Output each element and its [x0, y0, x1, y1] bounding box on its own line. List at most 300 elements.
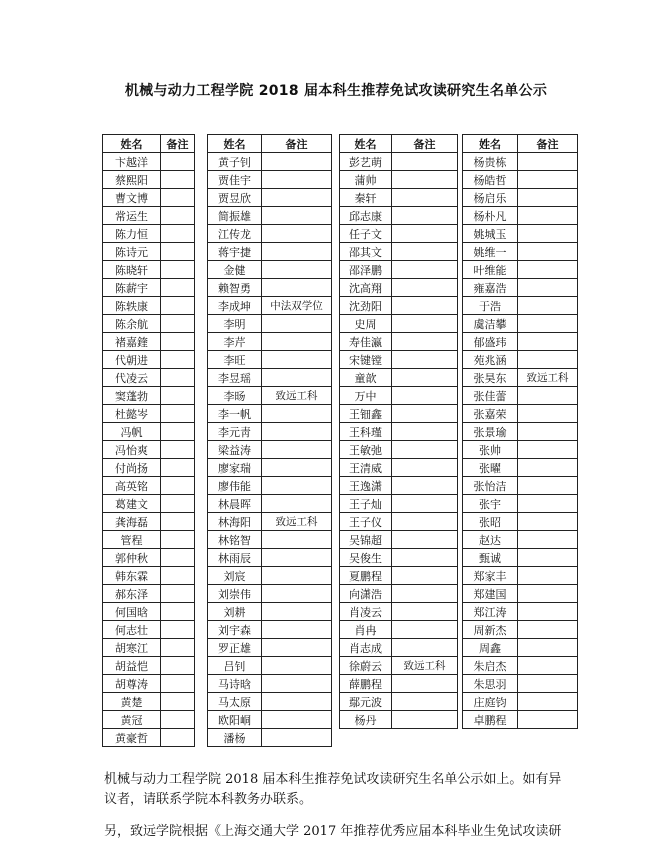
table-row — [103, 621, 195, 639]
remark-cell — [262, 531, 332, 549]
remark-cell: 致远工科 — [392, 657, 458, 675]
table-row — [463, 261, 578, 279]
student-name-cell: 黄楚 — [103, 693, 161, 711]
remark-cell — [392, 261, 458, 279]
remark-cell — [161, 693, 195, 711]
table-row — [340, 513, 458, 531]
remark-cell — [161, 423, 195, 441]
remark-cell — [392, 405, 458, 423]
table-row — [340, 567, 458, 585]
remark-cell — [262, 189, 332, 207]
student-name-cell: 胡益恺 — [103, 657, 161, 675]
remark-cell — [161, 297, 195, 315]
student-name-cell: 郭仲秋 — [103, 549, 161, 567]
student-name-cell: 蒲帅 — [340, 171, 392, 189]
table-row — [340, 459, 458, 477]
student-name-cell: 寿佳瀛 — [340, 333, 392, 351]
page-title: 机械与动力工程学院 2018 届本科生推荐免试攻读研究生名单公示 — [124, 83, 548, 99]
student-name-cell: 万中 — [340, 387, 392, 405]
student-name-cell: 肖志成 — [340, 639, 392, 657]
student-name-cell: 李昱瑶 — [208, 369, 262, 387]
student-name-cell: 刘耕 — [208, 603, 262, 621]
remark-cell — [518, 243, 578, 261]
table-row — [340, 279, 458, 297]
table-row — [208, 531, 332, 549]
student-name-cell: 林铭智 — [208, 531, 262, 549]
table-row — [208, 495, 332, 513]
table-row — [208, 423, 332, 441]
table-row — [463, 225, 578, 243]
remark-cell — [161, 351, 195, 369]
remark-cell — [161, 369, 195, 387]
student-name-cell: 金健 — [208, 261, 262, 279]
remark-cell — [392, 351, 458, 369]
student-name-cell: 吴锦超 — [340, 531, 392, 549]
table-row — [340, 333, 458, 351]
student-name-cell: 庄庭钧 — [463, 693, 518, 711]
remark-cell — [262, 693, 332, 711]
table-row — [340, 657, 458, 675]
table-row — [340, 225, 458, 243]
remark-cell — [518, 459, 578, 477]
student-name-cell: 何志壮 — [103, 621, 161, 639]
table-row — [340, 477, 458, 495]
name-table-2 — [207, 134, 332, 747]
remark-cell — [262, 657, 332, 675]
remark-cell: 致远工科 — [518, 369, 578, 387]
remark-cell — [518, 495, 578, 513]
student-name-cell: 黄豪哲 — [103, 729, 161, 747]
table-row — [103, 657, 195, 675]
student-name-cell: 杨朴凡 — [463, 207, 518, 225]
table-row — [463, 585, 578, 603]
remark-cell — [392, 441, 458, 459]
table-row — [463, 621, 578, 639]
table-row — [340, 675, 458, 693]
student-name-cell: 胡尊涛 — [103, 675, 161, 693]
table-row — [103, 639, 195, 657]
remark-cell — [518, 531, 578, 549]
table-row — [340, 171, 458, 189]
student-name-cell: 蒋宇捷 — [208, 243, 262, 261]
table-row — [463, 369, 578, 387]
table-row — [208, 549, 332, 567]
remark-cell — [161, 549, 195, 567]
student-name-cell: 郝东泽 — [103, 585, 161, 603]
remark-cell — [392, 171, 458, 189]
student-name-cell: 夏鹏程 — [340, 567, 392, 585]
table-header-row — [340, 135, 458, 153]
remark-cell — [518, 387, 578, 405]
student-name-cell: 邱志康 — [340, 207, 392, 225]
table-row — [463, 171, 578, 189]
table-row — [208, 153, 332, 171]
student-name-cell: 葛建文 — [103, 495, 161, 513]
remark-cell — [262, 675, 332, 693]
remark-cell — [262, 423, 332, 441]
table-row — [463, 153, 578, 171]
student-name-cell: 周鑫 — [463, 639, 518, 657]
table-row — [208, 243, 332, 261]
remark-cell — [518, 693, 578, 711]
remark-cell — [161, 657, 195, 675]
remark-cell — [262, 711, 332, 729]
remark-cell — [161, 279, 195, 297]
student-name-cell: 李芹 — [208, 333, 262, 351]
table-row — [463, 549, 578, 567]
remark-cell — [518, 549, 578, 567]
table-row — [463, 243, 578, 261]
student-name-cell: 吴俊生 — [340, 549, 392, 567]
table-row — [208, 657, 332, 675]
student-name-cell: 杨贵栋 — [463, 153, 518, 171]
table-row — [463, 459, 578, 477]
remark-cell — [518, 171, 578, 189]
remark-cell — [262, 459, 332, 477]
remark-cell — [392, 387, 458, 405]
table-header-row — [103, 135, 195, 153]
student-name-cell: 褚嘉鍷 — [103, 333, 161, 351]
table-row — [463, 495, 578, 513]
remark-cell — [518, 423, 578, 441]
student-name-cell: 马太原 — [208, 693, 262, 711]
remark-cell — [392, 369, 458, 387]
remark-cell — [518, 603, 578, 621]
remark-cell — [161, 333, 195, 351]
remark-cell — [392, 315, 458, 333]
remark-cell — [161, 171, 195, 189]
name-column-header: 姓名 — [103, 135, 161, 153]
student-name-cell: 向潇浩 — [340, 585, 392, 603]
table-row — [103, 297, 195, 315]
table-row — [463, 657, 578, 675]
table-row — [103, 225, 195, 243]
table-row — [340, 639, 458, 657]
student-name-cell: 杨启乐 — [463, 189, 518, 207]
remark-cell — [392, 711, 458, 729]
table-row — [340, 621, 458, 639]
remark-cell — [161, 531, 195, 549]
table-row — [208, 441, 332, 459]
student-name-cell: 邵泽鹏 — [340, 261, 392, 279]
student-name-cell: 冯怡爽 — [103, 441, 161, 459]
table-row — [103, 459, 195, 477]
remark-cell — [161, 243, 195, 261]
student-name-cell: 郁盛玮 — [463, 333, 518, 351]
table-row — [463, 351, 578, 369]
student-name-cell: 姚城玉 — [463, 225, 518, 243]
remark-cell: 致远工科 — [262, 513, 332, 531]
student-name-cell: 张曜 — [463, 459, 518, 477]
student-name-cell: 沈劲阳 — [340, 297, 392, 315]
name-table-4 — [462, 134, 578, 729]
student-name-cell: 李旸 — [208, 387, 262, 405]
student-name-cell: 虞洁攀 — [463, 315, 518, 333]
remark-cell — [161, 261, 195, 279]
student-name-cell: 肖冉 — [340, 621, 392, 639]
student-name-cell: 李成坤 — [208, 297, 262, 315]
remark-column-header: 备注 — [161, 135, 195, 153]
student-name-cell: 曹文博 — [103, 189, 161, 207]
table-row — [340, 693, 458, 711]
student-name-cell: 蔡熙阳 — [103, 171, 161, 189]
remark-cell — [161, 459, 195, 477]
table-row — [103, 189, 195, 207]
student-name-cell: 赵达 — [463, 531, 518, 549]
table-row — [208, 387, 332, 405]
student-name-cell: 朱启杰 — [463, 657, 518, 675]
student-name-cell: 卓鹏程 — [463, 711, 518, 729]
table-row — [340, 711, 458, 729]
student-name-cell: 沈高翔 — [340, 279, 392, 297]
student-name-cell: 杨丹 — [340, 711, 392, 729]
table-row — [340, 351, 458, 369]
student-name-cell: 代朝进 — [103, 351, 161, 369]
remark-cell — [518, 513, 578, 531]
student-name-cell: 简振雄 — [208, 207, 262, 225]
student-name-cell: 罗正雄 — [208, 639, 262, 657]
student-name-cell: 陈晓轩 — [103, 261, 161, 279]
student-name-cell: 刘宇森 — [208, 621, 262, 639]
notice-paragraph-line-2: 议者，请联系学院本科教务办联系。 — [104, 792, 313, 807]
remark-column-header: 备注 — [262, 135, 332, 153]
table-row — [463, 189, 578, 207]
remark-column-header: 备注 — [518, 135, 578, 153]
table-row — [463, 405, 578, 423]
name-column-header: 姓名 — [208, 135, 262, 153]
remark-cell — [518, 567, 578, 585]
table-row — [340, 189, 458, 207]
remark-cell — [161, 675, 195, 693]
student-name-cell: 韩东霖 — [103, 567, 161, 585]
student-name-cell: 黄子钊 — [208, 153, 262, 171]
remark-cell — [262, 495, 332, 513]
table-row — [103, 405, 195, 423]
remark-cell — [518, 351, 578, 369]
table-row — [340, 405, 458, 423]
remark-cell — [262, 333, 332, 351]
table-row — [103, 477, 195, 495]
remark-column-header: 备注 — [392, 135, 458, 153]
table-row — [463, 693, 578, 711]
table-row — [208, 297, 332, 315]
student-name-cell: 王子仪 — [340, 513, 392, 531]
table-row — [103, 369, 195, 387]
table-row — [103, 387, 195, 405]
student-name-cell: 宋键镗 — [340, 351, 392, 369]
student-name-cell: 高英铭 — [103, 477, 161, 495]
table-row — [103, 675, 195, 693]
remark-cell — [518, 261, 578, 279]
remark-cell — [518, 585, 578, 603]
student-name-cell: 徐蔚云 — [340, 657, 392, 675]
remark-cell — [518, 639, 578, 657]
table-row — [208, 315, 332, 333]
remark-cell — [262, 153, 332, 171]
table-row — [103, 513, 195, 531]
student-name-cell: 王科瑾 — [340, 423, 392, 441]
student-name-cell: 陈力恒 — [103, 225, 161, 243]
remark-cell — [161, 441, 195, 459]
student-name-cell: 朱思羽 — [463, 675, 518, 693]
remark-cell — [262, 549, 332, 567]
remark-cell — [518, 477, 578, 495]
remark-cell — [518, 657, 578, 675]
table-row — [103, 585, 195, 603]
table-row — [103, 441, 195, 459]
table-row — [208, 369, 332, 387]
name-column-header: 姓名 — [463, 135, 518, 153]
table-row — [340, 387, 458, 405]
student-name-cell: 李旺 — [208, 351, 262, 369]
remark-cell — [262, 441, 332, 459]
student-name-cell: 秦轩 — [340, 189, 392, 207]
student-name-cell: 陈薪宇 — [103, 279, 161, 297]
student-name-cell: 潘杨 — [208, 729, 262, 747]
remark-cell — [518, 297, 578, 315]
student-name-cell: 王钿鑫 — [340, 405, 392, 423]
table-row — [340, 585, 458, 603]
student-name-cell: 邵其文 — [340, 243, 392, 261]
remark-cell — [518, 207, 578, 225]
table-row — [103, 729, 195, 747]
remark-cell — [518, 315, 578, 333]
table-row — [208, 693, 332, 711]
remark-cell — [262, 477, 332, 495]
table-row — [208, 333, 332, 351]
remark-cell — [392, 567, 458, 585]
student-name-cell: 卞越洋 — [103, 153, 161, 171]
remark-cell — [262, 243, 332, 261]
table-row — [103, 711, 195, 729]
student-name-cell: 周新杰 — [463, 621, 518, 639]
table-row — [463, 279, 578, 297]
remark-cell — [262, 261, 332, 279]
remark-cell — [262, 351, 332, 369]
table-row — [463, 567, 578, 585]
table-row — [340, 369, 458, 387]
table-row — [103, 567, 195, 585]
student-name-cell: 张怡洁 — [463, 477, 518, 495]
student-name-cell: 冯帆 — [103, 423, 161, 441]
remark-cell — [262, 729, 332, 747]
table-row — [208, 261, 332, 279]
remark-cell — [161, 387, 195, 405]
student-name-cell: 贾昱欣 — [208, 189, 262, 207]
student-name-cell: 张景瑜 — [463, 423, 518, 441]
table-row — [208, 711, 332, 729]
remark-cell — [392, 297, 458, 315]
table-row — [208, 513, 332, 531]
student-name-cell: 张昊东 — [463, 369, 518, 387]
remark-cell — [161, 729, 195, 747]
student-name-cell: 林海阳 — [208, 513, 262, 531]
remark-cell — [392, 333, 458, 351]
student-name-cell: 江传龙 — [208, 225, 262, 243]
student-name-cell: 龚海磊 — [103, 513, 161, 531]
student-name-cell: 廖伟能 — [208, 477, 262, 495]
student-name-cell: 于浩 — [463, 297, 518, 315]
remark-cell — [161, 567, 195, 585]
student-name-cell: 甄诚 — [463, 549, 518, 567]
student-name-cell: 薛鹏程 — [340, 675, 392, 693]
student-name-cell: 陈余航 — [103, 315, 161, 333]
student-name-cell: 廖家瑞 — [208, 459, 262, 477]
table-header-row — [208, 135, 332, 153]
table-row — [103, 549, 195, 567]
table-row — [103, 351, 195, 369]
remark-cell — [161, 477, 195, 495]
table-row — [340, 549, 458, 567]
remark-cell — [161, 153, 195, 171]
student-name-cell: 何国晗 — [103, 603, 161, 621]
remark-cell — [392, 603, 458, 621]
remark-cell — [161, 405, 195, 423]
table-row — [208, 567, 332, 585]
table-row — [340, 495, 458, 513]
student-name-cell: 吕钊 — [208, 657, 262, 675]
table-row — [340, 243, 458, 261]
table-row — [208, 351, 332, 369]
remark-cell — [262, 621, 332, 639]
remark-cell — [518, 405, 578, 423]
name-table-3 — [339, 134, 458, 729]
student-name-cell: 张佳蕾 — [463, 387, 518, 405]
table-row — [103, 495, 195, 513]
remark-cell — [518, 333, 578, 351]
student-name-cell: 张帅 — [463, 441, 518, 459]
table-row — [103, 423, 195, 441]
student-name-cell: 代凌云 — [103, 369, 161, 387]
remark-cell — [262, 567, 332, 585]
table-row — [340, 423, 458, 441]
remark-cell — [262, 369, 332, 387]
remark-cell — [392, 549, 458, 567]
remark-cell — [518, 225, 578, 243]
student-name-cell: 肖凌云 — [340, 603, 392, 621]
table-row — [463, 513, 578, 531]
student-name-cell: 史周 — [340, 315, 392, 333]
remark-cell — [161, 621, 195, 639]
table-row — [340, 315, 458, 333]
remark-cell — [392, 423, 458, 441]
student-name-cell: 张昭 — [463, 513, 518, 531]
table-row — [103, 261, 195, 279]
table-row — [340, 261, 458, 279]
table-row — [103, 315, 195, 333]
remark-cell — [161, 603, 195, 621]
table-row — [463, 315, 578, 333]
remark-cell: 中法双学位 — [262, 297, 332, 315]
remark-cell — [161, 495, 195, 513]
table-row — [208, 585, 332, 603]
remark-cell — [161, 585, 195, 603]
table-row — [340, 531, 458, 549]
student-name-cell: 陈轶康 — [103, 297, 161, 315]
remark-cell — [392, 693, 458, 711]
remark-cell — [518, 675, 578, 693]
remark-cell — [392, 189, 458, 207]
remark-cell — [262, 315, 332, 333]
student-name-cell: 郑建国 — [463, 585, 518, 603]
table-row — [103, 603, 195, 621]
remark-cell — [392, 585, 458, 603]
student-name-cell: 杜懿岑 — [103, 405, 161, 423]
table-row — [103, 693, 195, 711]
table-row — [463, 477, 578, 495]
table-row — [103, 243, 195, 261]
remark-cell — [161, 225, 195, 243]
